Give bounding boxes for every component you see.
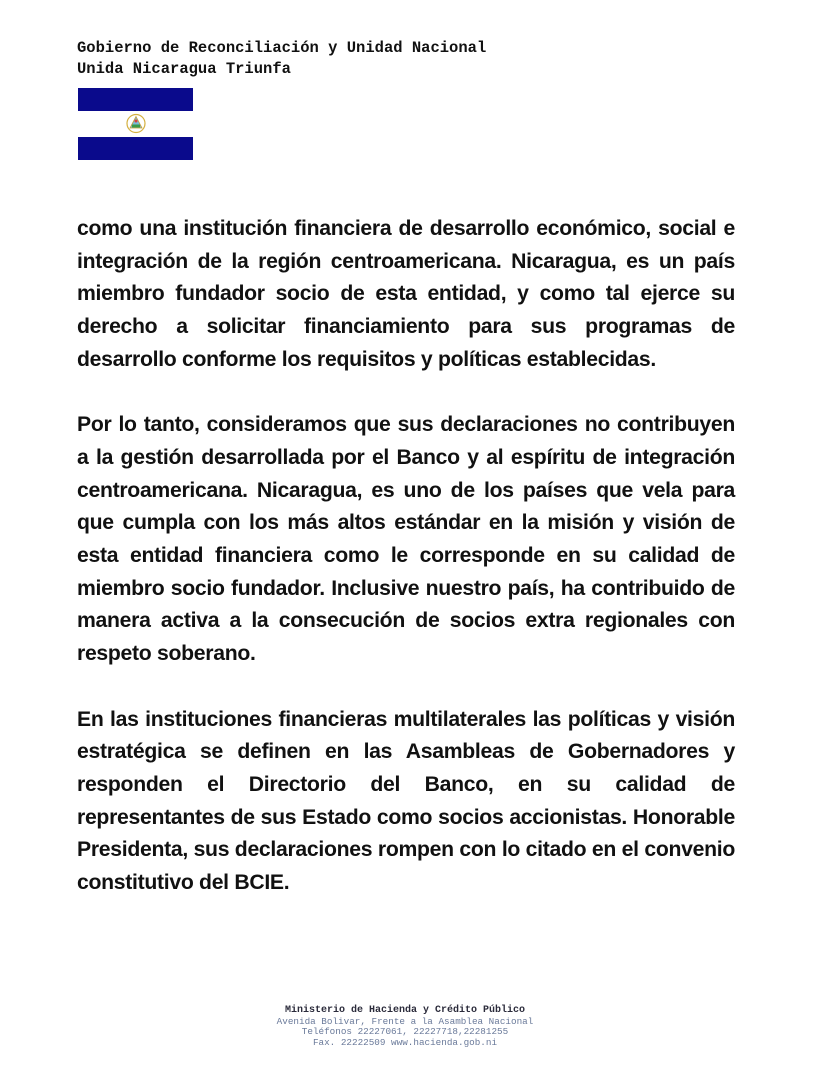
government-name: Gobierno de Reconciliación y Unidad Nacional (77, 39, 487, 57)
ministry-address: Avenida Bolivar, Frente a la Asamblea Nacional (276, 1015, 534, 1027)
letterhead (77, 38, 486, 80)
ministry-name: Ministerio de Hacienda y Crédito Público (284, 1005, 526, 1016)
nicaragua-flag-icon (78, 88, 193, 160)
letter-body (77, 213, 735, 932)
government-slogan: Unida Nicaragua Triunfa (77, 60, 291, 78)
flag-top-band (78, 88, 193, 111)
flag-bottom-band (78, 137, 193, 160)
ministry-phones: Teléfonos 22227061, 22227718,22281255 (301, 1026, 509, 1037)
paragraph: Por lo tanto, consideramos que sus declaraciones no contribuyen a la gestión desarrollada por el Banco y al espíritu de integración centroamericana. Nicaragua, es uno de los países que vela para que cumpla con los más altos estándar en la misión y visión de esta entidad financiera como le corresponde en su calidad de miembro socio fundador. Inclusive nuestro país, ha contribuido de manera activa a la consecución de socios extra regionales con respeto soberano. (77, 413, 735, 666)
paragraph: como una institución financiera de desarrollo económico, social e integración de la región centroamericana. Nicaragua, es un país miembro fundador socio de esta entidad, y como tal ejerce su derecho a solicitar financiamiento para sus programas de desarrollo conforme los requisitos y políticas establecidas. (77, 217, 735, 371)
ministry-fax-web: Fax. 22222509 www.hacienda.gob.ni (312, 1036, 498, 1048)
paragraph: En las instituciones financieras multilaterales las políticas y visión estratégica se definen en las Asambleas de Gobernadores y responden el Directorio del Banco, en su calidad de representantes de sus Estado como socios accionistas. Honorable Presidenta, sus declaraciones rompen con lo citado en el convenio constitutivo del BCIE. (77, 707, 735, 895)
footer (260, 1006, 550, 1048)
coat-of-arms-icon (126, 113, 146, 134)
